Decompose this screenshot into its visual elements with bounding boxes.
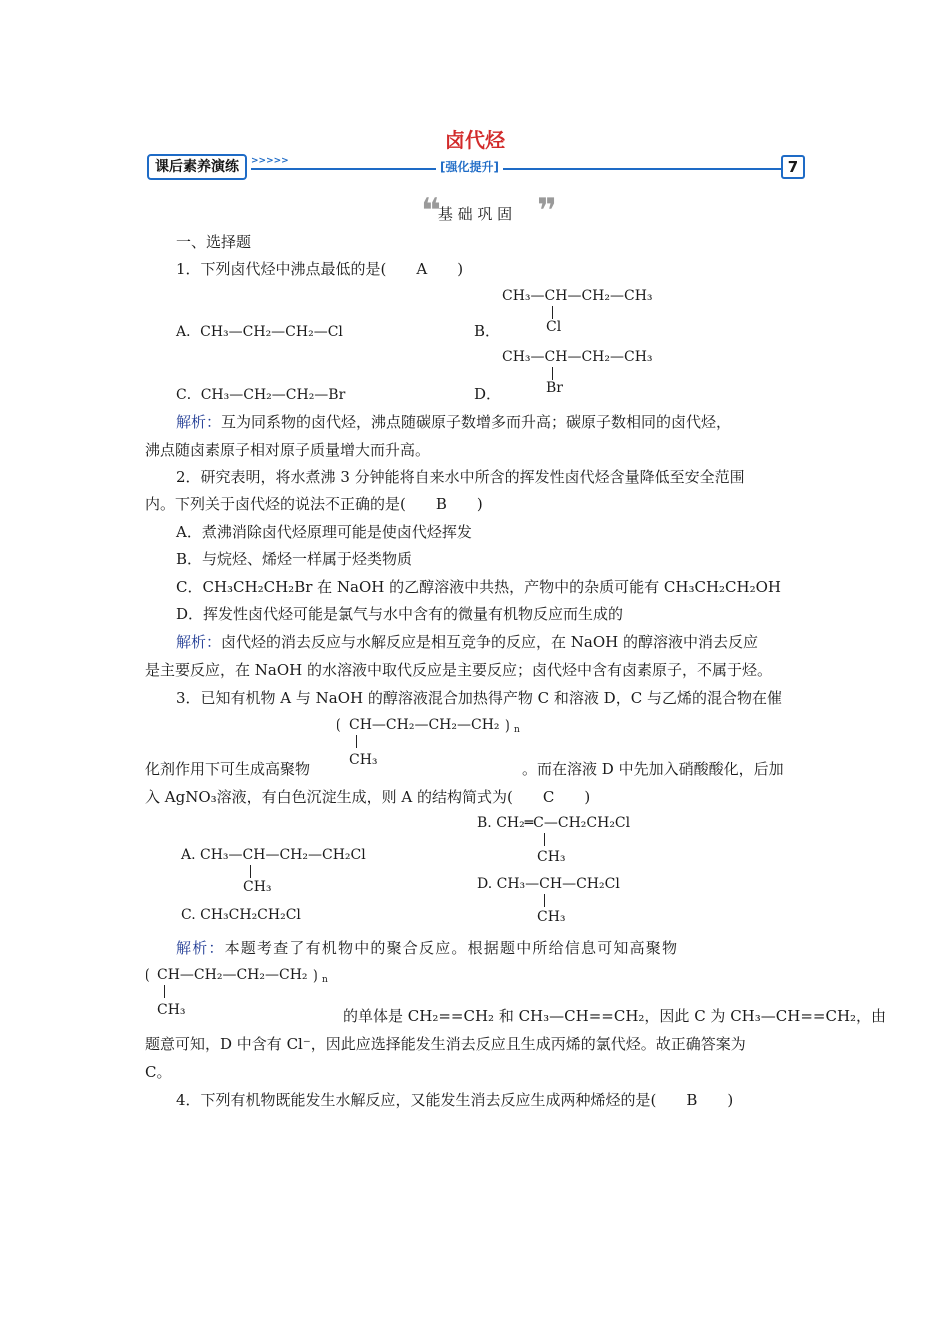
- q3-option-b-bond: [544, 833, 545, 846]
- q2-stem-line-2: 内。下列关于卤代烃的说法不正确的是( B ): [145, 495, 483, 513]
- q1-option-b-label: B．: [474, 322, 501, 340]
- q3-analysis-line-1: 本题考查了有机物中的聚合反应。根据题中所给信息可知高聚物: [224, 939, 679, 957]
- q3-analysis-line-2: 的单体是 CH₂==CH₂ 和 CH₃—CH==CH₂，因此 C 为 CH₃—CH==CH₂，由: [343, 1007, 887, 1025]
- q1-option-b-substituent: Cl: [546, 319, 562, 335]
- q3-analysis-polymer-bracket-close: ⟯: [313, 967, 318, 983]
- q3-analysis-polymer-substituent: CH₃: [157, 1002, 186, 1018]
- q3-option-b-chain: B. CH₂═C—CH₂CH₂Cl: [477, 815, 631, 831]
- q1-analysis-label: 解析：: [176, 413, 222, 431]
- section-header: 基 础 巩 固: [437, 205, 513, 223]
- banner-left-label: 课后素养演练: [147, 154, 247, 180]
- q3-option-a-bond: [250, 865, 251, 878]
- q1-option-b-chain: CH₃—CH—CH₂—CH₃: [502, 288, 653, 304]
- q3-polymer-substituent: CH₃: [349, 752, 378, 768]
- q1-option-a: A．CH₃—CH₂—CH₂—Cl: [176, 324, 343, 340]
- q3-option-c: C. CH₃CH₂CH₂Cl: [181, 907, 301, 923]
- q2-analysis-line-2: 是主要反应，在 NaOH 的水溶液中取代反应是主要反应；卤代烃中含有卤素原子，不属于烃。: [145, 661, 772, 679]
- q3-option-a-chain: A. CH₃—CH—CH₂—CH₂Cl: [181, 847, 366, 863]
- q1-option-d-bond: [552, 367, 553, 380]
- q3-stem-line-2b: 。而在溶液 D 中先加入硝酸酸化，后加: [522, 760, 784, 778]
- q3-analysis-polymer-chain: CH—CH₂—CH₂—CH₂: [157, 967, 308, 983]
- q4-stem: 4．下列有机物既能发生水解反应，又能发生消去反应生成两种烯烃的是( B ): [176, 1091, 734, 1109]
- q2-analysis-label: 解析：: [176, 633, 222, 651]
- banner-line: [251, 168, 783, 170]
- q3-option-d-bond: [544, 894, 545, 907]
- q3-analysis-polymer-bracket-open: ⟮: [145, 967, 150, 983]
- q3-polymer-chain: CH—CH₂—CH₂—CH₂: [349, 717, 500, 733]
- part-heading: 一、选择题: [176, 233, 252, 251]
- q1-option-d-chain: CH₃—CH—CH₂—CH₃: [502, 349, 653, 365]
- q1-stem: 1．下列卤代烃中沸点最低的是( A ): [176, 260, 464, 278]
- page-title: 卤代烃: [445, 128, 505, 152]
- q3-option-b-substituent: CH₃: [537, 849, 566, 865]
- q1-option-b-bond: [552, 306, 553, 319]
- q2-analysis-line-1: 卤代烃的消去反应与水解反应是相互竞争的反应，在 NaOH 的醇溶液中消去反应: [221, 633, 759, 651]
- q1-option-d-substituent: Br: [546, 380, 563, 396]
- q3-polymer-bond: [356, 735, 357, 748]
- banner-arrows: >>>>>: [251, 156, 289, 166]
- close-quote-icon: ❞: [537, 191, 557, 231]
- q1-option-c: C．CH₃—CH₂—CH₂—Br: [176, 387, 346, 403]
- q3-polymer-bracket-close: ⟯: [505, 717, 510, 733]
- q3-polymer-bracket-open: ⟮: [336, 717, 341, 733]
- q1-analysis-line-2: 沸点随卤素原子相对原子质量增大而升高。: [145, 441, 431, 459]
- q2-stem-line-1: 2．研究表明，将水煮沸 3 分钟能将自来水中所含的挥发性卤代烃含量降低至安全范围: [176, 468, 745, 486]
- banner-number: 7: [781, 155, 805, 179]
- q3-analysis-label: 解析：: [176, 939, 225, 957]
- q3-stem-line-2a: 化剂作用下可生成高聚物: [145, 760, 311, 778]
- open-quote-icon: ❝: [421, 191, 441, 231]
- q3-option-d-substituent: CH₃: [537, 909, 566, 925]
- q3-polymer-n: n: [514, 725, 520, 735]
- q1-option-d-label: D．: [474, 385, 502, 403]
- q2-option-b: B．与烷烃、烯烃一样属于烃类物质: [176, 550, 413, 568]
- q2-option-a: A．煮沸消除卤代烃原理可能是使卤代烃挥发: [176, 523, 472, 541]
- q2-option-c: C．CH₃CH₂CH₂Br 在 NaOH 的乙醇溶液中共热，产物中的杂质可能有 CH₃CH₂CH₂OH: [176, 578, 781, 596]
- banner-middle-label: [强化提升]: [436, 158, 503, 175]
- q1-analysis-line-1: 互为同系物的卤代烃，沸点随碳原子数增多而升高；碳原子数相同的卤代烃，: [221, 413, 732, 431]
- q3-analysis-line-3: 题意可知，D 中含有 Cl⁻，因此应选择能发生消去反应且生成丙烯的氯代烃。故正确答案为: [145, 1035, 746, 1053]
- q3-option-a-substituent: CH₃: [243, 879, 272, 895]
- q3-option-d-chain: D. CH₃—CH—CH₂Cl: [477, 876, 620, 892]
- q3-analysis-line-4: C。: [145, 1063, 172, 1081]
- q3-analysis-polymer-bond: [164, 985, 165, 998]
- q3-analysis-polymer-n: n: [322, 975, 328, 985]
- q2-option-d: D．挥发性卤代烃可能是氯气与水中含有的微量有机物反应而生成的: [176, 605, 624, 623]
- q3-stem-line-3: 入 AgNO₃溶液，有白色沉淀生成，则 A 的结构简式为( C ): [145, 788, 591, 806]
- q3-stem-line-1: 3．已知有机物 A 与 NaOH 的醇溶液混合加热得产物 C 和溶液 D，C 与乙烯的混合物在催: [176, 689, 782, 707]
